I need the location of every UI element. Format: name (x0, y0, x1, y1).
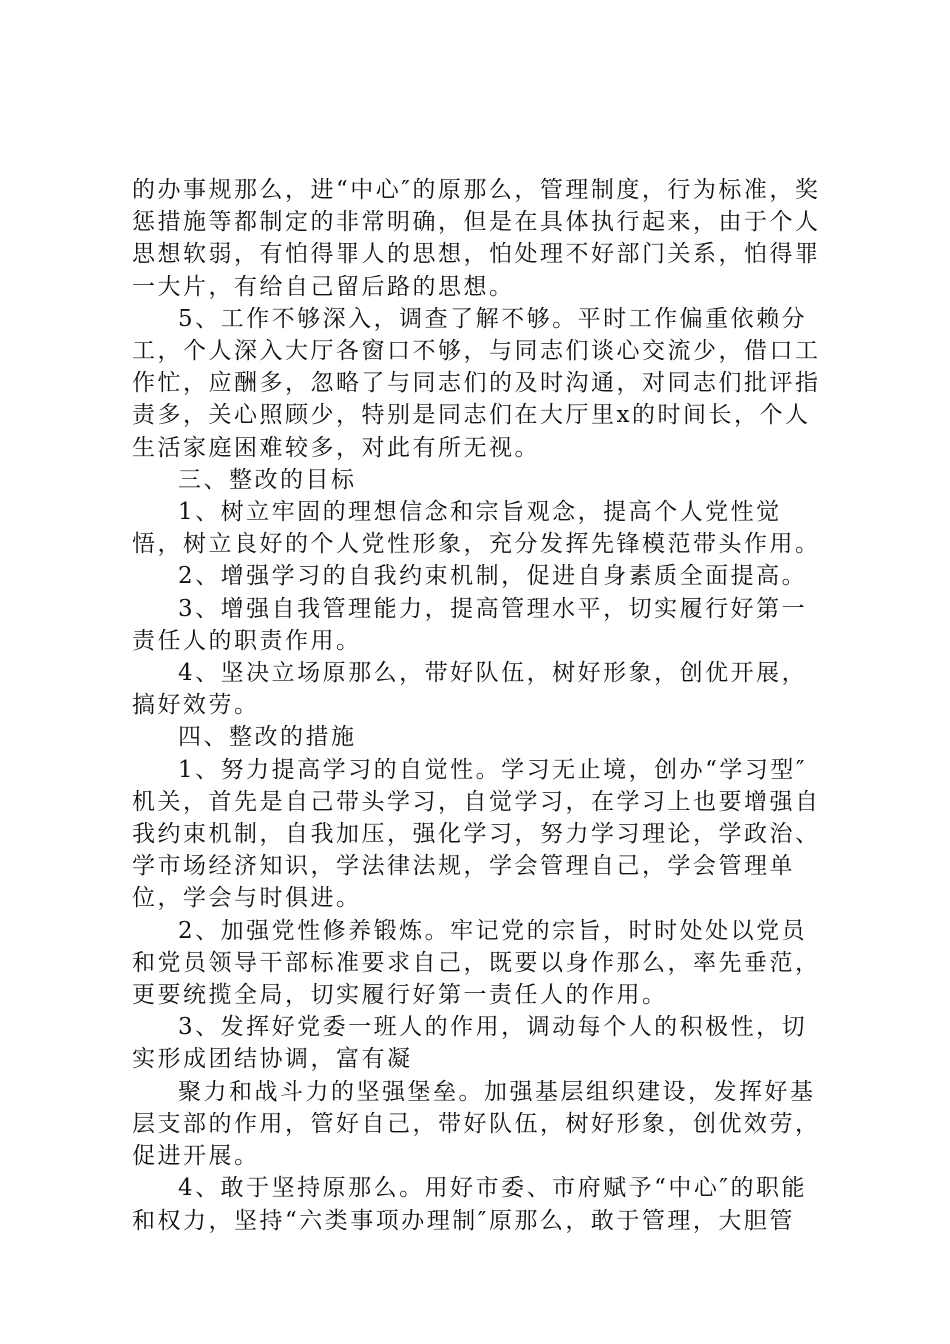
paragraph-2: 5、工作不够深入，调查了解不够。平时工作偏重依赖分工，个人深入大厅各窗口不够，与同志们谈心交流少，借口工作忙，应酬多，忽略了与同志们的及时沟通，对同志们批评指责多，关心照顾少，特别是同志们在大厅里x的时间长，个人生活家庭困难较多，对此有所无视。 (132, 305, 821, 461)
paragraph-goal-3: 3、增强自我管理能力，提高管理水平，切实履行好第一责任人的职责作用。 (132, 595, 808, 654)
paragraph-measure-2: 2、加强党性修养锻炼。牢记党的宗旨，时时处处以党员和党员领导干部标准要求自己，既要以身作那么，率先垂范，更要统揽全局，切实履行好第一责任人的作用。 (132, 917, 821, 1009)
paragraph-measure-1: 1、努力提高学习的自觉性。学习无止境，创办“学习型″机关，首先是自己带头学习，自觉学习，在学习上也要增强自我约束机制，自我加压，强化学习，努力学习理论，学政治、学市场经济知识，学法律法规，学会管理自己，学会管理单位，学会与时俱进。 (132, 756, 821, 912)
paragraph-goal-2: 2、增强学习的自我约束机制，促进自身素质全面提高。 (178, 563, 808, 590)
section-heading-goals: 三、整改的目标 (178, 466, 357, 493)
paragraph-goal-4: 4、坚决立场原那么，带好队伍，树好形象，创优开展，搞好效劳。 (132, 660, 808, 719)
paragraph-1: 的办事规那么，进“中心″的原那么，管理制度，行为标准，奖惩措施等都制定的非常明确，但是在具体执行起来，由于个人思想软弱，有怕得罪人的思想，怕处理不好部门关系，怕得罪一大片，有给自己留后路的思想。 (132, 177, 821, 300)
paragraph-measure-3: 3、发挥好党委一班人的作用，调动每个人的积极性，切实形成团结协调，富有凝 (132, 1014, 808, 1073)
paragraph-measure-4: 4、敢于坚持原那么。用好市委、市府赋予“中心″的职能和权力，坚持“六类事项办理制″原那么，敢于管理，大胆管 (132, 1175, 807, 1234)
document-body (132, 174, 832, 1237)
paragraph-measure-3-continued: 聚力和战斗力的坚强堡垒。加强基层组织建设，发挥好基层支部的作用，管好自己，带好队伍，树好形象，创优效劳，促进开展。 (132, 1078, 821, 1170)
paragraph-goal-1: 1、树立牢固的理想信念和宗旨观念，提高个人党性觉悟，树立良好的个人党性形象，充分发挥先锋模范带头作用。 (132, 499, 821, 558)
section-heading-measures: 四、整改的措施 (178, 724, 357, 751)
